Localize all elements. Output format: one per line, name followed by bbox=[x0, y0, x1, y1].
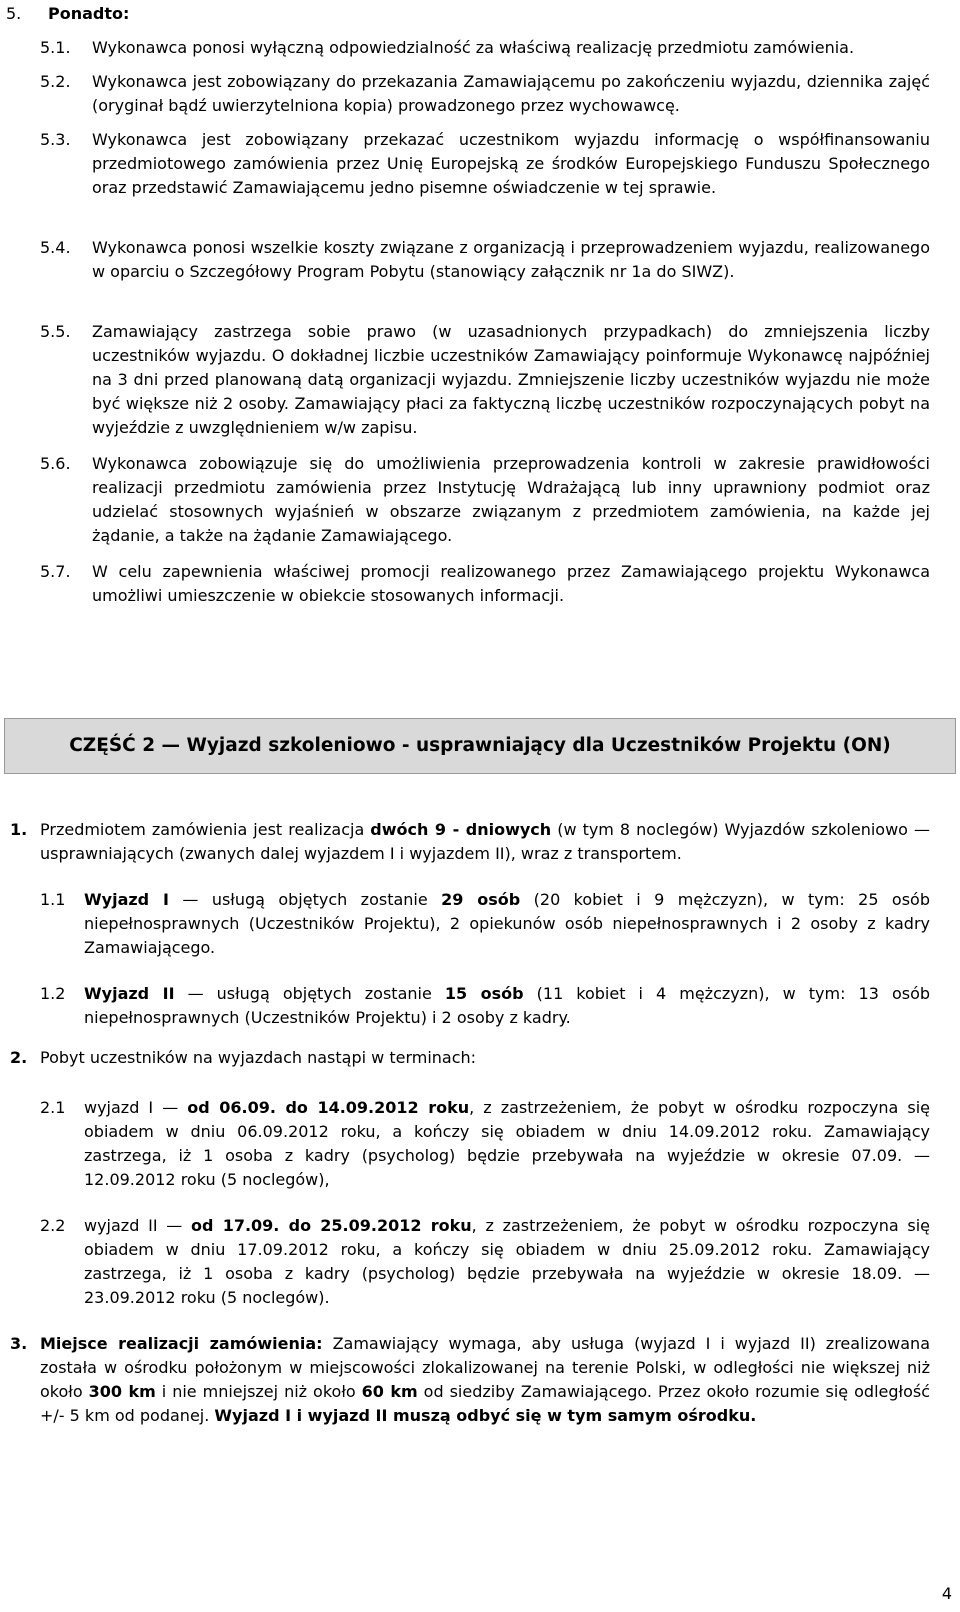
item-number: 5.2. bbox=[40, 72, 71, 91]
subpoint-text: Wyjazd I — usługą objętych zostanie 29 osób (20 kobiet i 9 mężczyzn), w tym: 25 osób niepełnosprawnych (Uczestników Projektu), 2 opiekunów osób niepełnosprawnych i 2 osoby z kadry Zamawiającego. bbox=[84, 890, 930, 957]
subpoint-number: 2.1 bbox=[40, 1098, 66, 1117]
part-heading: CZĘŚĆ 2 — Wyjazd szkoleniowo - usprawniający dla Uczestników Projektu (ON) bbox=[69, 735, 891, 756]
subpoint-text: wyjazd I — od 06.09. do 14.09.2012 roku, z zastrzeżeniem, że pobyt w ośrodku rozpoczyna się obiadem w dniu 06.09.2012 roku, a kończy się obiadem w dniu 14.09.2012 roku. Zamawiający zastrzega, iż 1 osoba z kadry (psycholog) będzie przebywała na wyjeździe w okresie 07.09. — 12.09.2012 roku (5 noclegów), bbox=[84, 1098, 930, 1189]
item-text: Zamawiający zastrzega sobie prawo (w uzasadnionych przypadkach) do zmniejszenia liczby uczestników wyjazdu. O dokładnej liczbie uczestników Zamawiający poinformuje Wykonawcę najpóźniej na 3 dni przed planowaną datą organizacji wyjazdu. Zmniejszenie liczby uczestników wyjazdu nie może być większe niż 2 osoby. Zamawiający płaci za faktyczną liczbę uczestników rozpoczynających pobyt na wyjeździe z uwzględnieniem w/w zapisu. bbox=[92, 322, 930, 437]
item-text: Wykonawca ponosi wyłączną odpowiedzialność za właściwą realizację przedmiotu zamówienia. bbox=[92, 38, 855, 57]
point-text: Przedmiotem zamówienia jest realizacja dwóch 9 - dniowych (w tym 8 noclegów) Wyjazdów szkoleniowo — usprawniających (zwanych dalej wyjazdem I i wyjazdem II), wraz z transportem. bbox=[40, 820, 931, 863]
item-number: 5.6. bbox=[40, 454, 71, 473]
item-text: Wykonawca zobowiązuje się do umożliwienia przeprowadzenia kontroli w zakresie prawidłowości realizacji przedmiotu zamówienia przez Instytucję Wdrażającą lub inny uprawniony podmiot oraz udzielać stosownych wyjaśnień w obszarze związanym z przedmiotem zamówienia, na każde jej żądanie, a także na żądanie Zamawiającego. bbox=[92, 454, 930, 545]
point-text: Pobyt uczestników na wyjazdach nastąpi w terminach: bbox=[40, 1048, 477, 1067]
subpoint-number: 2.2 bbox=[40, 1216, 66, 1235]
item-text: Wykonawca jest zobowiązany przekazać uczestnikom wyjazdu informację o współfinansowaniu przedmiotowego zamówienia przez Unię Europejską ze środków Europejskiego Funduszu Społecznego oraz przedstawić Zamawiającemu jedno pisemne oświadczenie w tej sprawie. bbox=[92, 130, 930, 197]
point-number: 2. bbox=[10, 1048, 28, 1067]
part-heading-band bbox=[4, 718, 956, 774]
point-number: 1. bbox=[10, 820, 28, 839]
item-number: 5.1. bbox=[40, 38, 71, 57]
subpoint-text: Wyjazd II — usługą objętych zostanie 15 osób (11 kobiet i 4 mężczyzn), w tym: 13 osób niepełnosprawnych (Uczestników Projektu) i 2 osoby z kadry. bbox=[84, 984, 931, 1027]
subpoint-number: 1.2 bbox=[40, 984, 66, 1003]
page-number: 4 bbox=[941, 1584, 952, 1603]
item-text: Wykonawca ponosi wszelkie koszty związane z organizacją i przeprowadzeniem wyjazdu, realizowanego w oparciu o Szczegółowy Program Pobytu (stanowiący załącznik nr 1a do SIWZ). bbox=[92, 238, 930, 281]
section-number: 5. bbox=[6, 4, 22, 23]
item-number: 5.5. bbox=[40, 322, 71, 341]
item-number: 5.3. bbox=[40, 130, 71, 149]
section-title: Ponadto: bbox=[48, 4, 130, 23]
item-text: W celu zapewnienia właściwej promocji realizowanego przez Zamawiającego projektu Wykonawca umożliwi umieszczenie w obiekcie stosowanych informacji. bbox=[92, 562, 930, 605]
item-number: 5.4. bbox=[40, 238, 71, 257]
point-number: 3. bbox=[10, 1334, 28, 1353]
subpoint-text: wyjazd II — od 17.09. do 25.09.2012 roku, z zastrzeżeniem, że pobyt w ośrodku rozpoczyna się obiadem w dniu 17.09.2012 roku, a kończy się obiadem w dniu 25.09.2012 roku. Zamawiający zastrzega, iż 1 osoba z kadry (psycholog) będzie przebywała na wyjeździe w okresie 18.09. — 23.09.2012 roku (5 noclegów). bbox=[84, 1216, 930, 1307]
subpoint-number: 1.1 bbox=[40, 890, 66, 909]
item-text: Wykonawca jest zobowiązany do przekazania Zamawiającemu po zakończeniu wyjazdu, dziennika zajęć (oryginał bądź uwierzytelniona kopia) prowadzonego przez wychowawcę. bbox=[92, 72, 930, 115]
point-text: Miejsce realizacji zamówienia: Zamawiający wymaga, aby usługa (wyjazd I i wyjazd II) zrealizowana została w ośrodku położonym w miejscowości zlokalizowanej na terenie Polski, w odległości nie większej niż około 300 km i nie mniejszej niż około 60 km od siedziby Zamawiającego. Przez około rozumie się odległość +/- 5 km od podanej. Wyjazd I i wyjazd II muszą odbyć się w tym samym ośrodku. bbox=[40, 1334, 930, 1425]
item-number: 5.7. bbox=[40, 562, 71, 581]
